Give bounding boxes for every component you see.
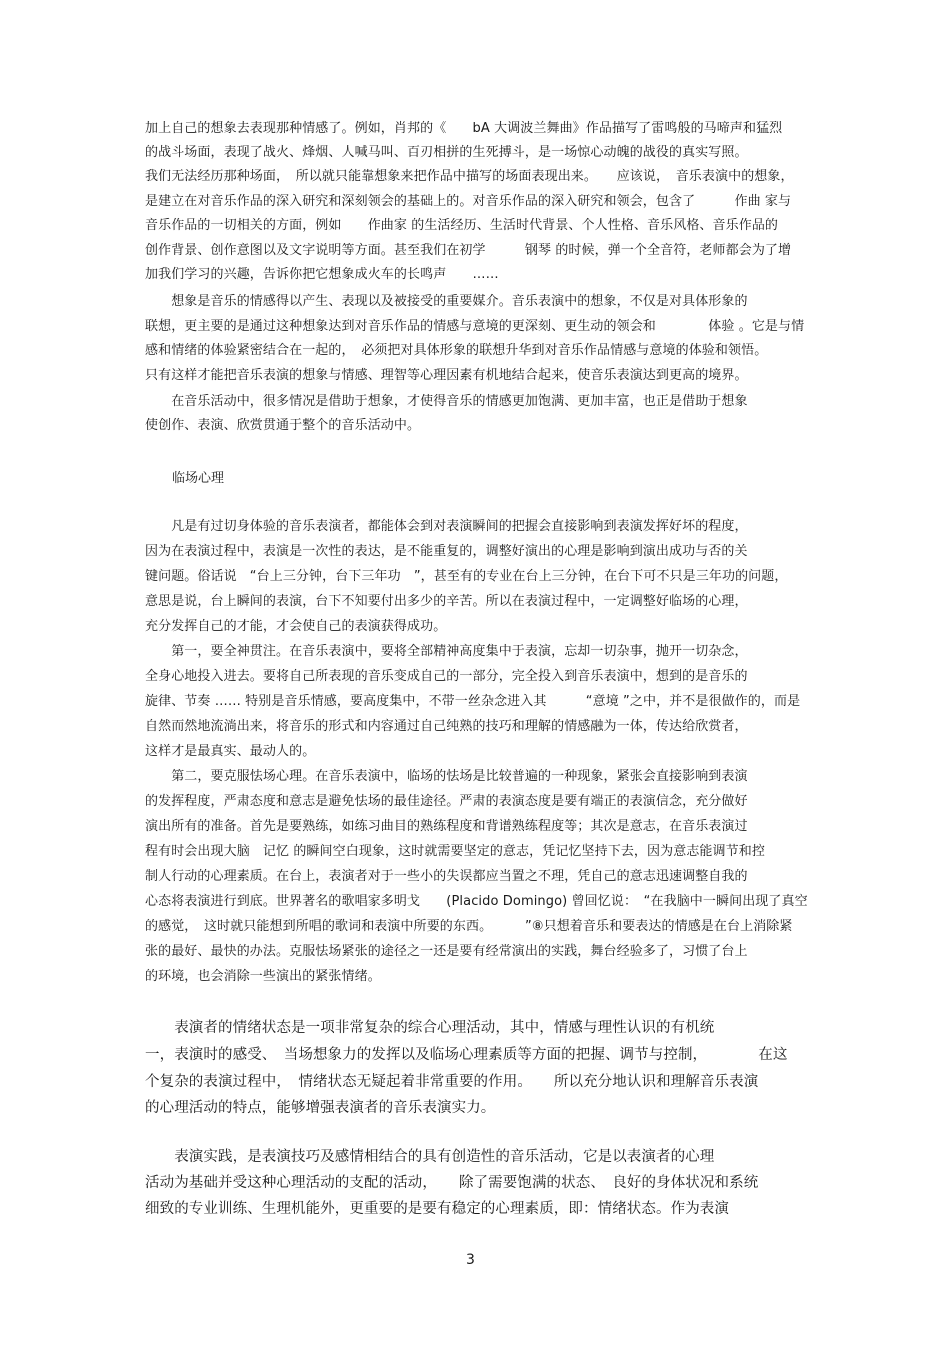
paragraph-line: 音乐作品的一切相关的方面，例如 作曲家 的生活经历、生活时代背景、个人性格、音乐风格、音乐作品的 <box>145 218 779 233</box>
paragraph-line: 键问题。俗话说 “台上三分钟，台下三年功 ”，甚至有的专业在台上三分钟，在台下可不只是三年功的问题， <box>145 569 788 584</box>
paragraph-line: 第一，要全神贯注。在音乐表演中，要将全部精神高度集中于表演，忘却一切杂事，抛开一切杂念， <box>145 644 748 659</box>
paragraph-line: 感和情绪的体验紧密结合在一起的， 必须把对具体形象的联想升华到对音乐作品情感与意境的体验和领悟。 <box>145 343 768 358</box>
paragraph-line: 只有这样才能把音乐表演的想象与情感、理智等心理因素有机地结合起来，使音乐表演达到更高的境界。 <box>145 368 748 383</box>
paragraph-line: 自然而然地流淌出来，将音乐的形式和内容通过自己纯熟的技巧和理解的情感融为一体，传达给欣赏者， <box>145 719 748 734</box>
paragraph-line: 在音乐活动中，很多情况是借助于想象，才使得音乐的情感更加饱满、更加丰富，也正是借助于想象 <box>145 394 748 409</box>
paragraph-line: 活动为基础并受这种心理活动的支配的活动， 除了需要饱满的状态、 良好的身体状况和系统 <box>145 1175 759 1191</box>
paragraph-line: 旋律、节奏 …… 特别是音乐情感，要高度集中，不带一丝杂念进入其 “意境 ”之中，并不是很做作的，而是 <box>145 694 801 709</box>
paragraph-line: 制人行动的心理素质。在台上，表演者对于一些小的失误都应当置之不理，凭自己的意志迅速调整自我的 <box>145 869 748 884</box>
paragraph-line: 一，表演时的感受、 当场想象力的发挥以及临场心理素质等方面的把握、调节与控制， 在这 <box>145 1047 788 1063</box>
paragraph-line: 我们无法经历那种场面， 所以就只能靠想象来把作品中描写的场面表现出来。 应该说， 音乐表演中的想象， <box>145 169 794 184</box>
paragraph-line: 加上自己的想象去表现那种情感了。例如，肖邦的《 bA 大调波兰舞曲》作品描写了雷鸣般的马啼声和猛烈 <box>145 121 783 136</box>
paragraph-line: 的战斗场面，表现了战火、烽烟、人喊马叫、百刃相拼的生死搏斗，是一场惊心动魄的战役的真实写照。 <box>145 145 748 160</box>
paragraph-line: 加我们学习的兴趣，告诉你把它想象成火车的长鸣声 …… <box>145 267 499 282</box>
paragraph-line: 这样才是最真实、最动人的。 <box>145 744 316 759</box>
paragraph-line: 个复杂的表演过程中， 情绪状态无疑起着非常重要的作用。 所以充分地认识和理解音乐表演 <box>145 1074 759 1090</box>
paragraph-line: 使创作、表演、欣赏贯通于整个的音乐活动中。 <box>145 418 421 433</box>
paragraph-line: 的发挥程度，严肃态度和意志是避免怯场的最佳途径。严肃的表演态度是要有端正的表演信念，充分做好 <box>145 794 748 809</box>
page-number: 3 <box>466 1252 475 1268</box>
paragraph-line: 是建立在对音乐作品的深入研究和深刻领会的基础上的。对音乐作品的深入研究和领会，包含了 作曲 家与 <box>145 194 792 209</box>
paragraph-line: 凡是有过切身体验的音乐表演者，都能体会到对表演瞬间的把握会直接影响到表演发挥好坏的程度， <box>145 519 748 534</box>
paragraph-line: 因为在表演过程中，表演是一次性的表达，是不能重复的，调整好演出的心理是影响到演出成功与否的关 <box>145 544 748 559</box>
paragraph-line: 的感觉， 这时就只能想到所唱的歌词和表演中所要的东西。 ”⑧只想着音乐和要表达的情感是在台上消除紧 <box>145 919 793 934</box>
paragraph-line: 的心理活动的特点，能够增强表演者的音乐表演实力。 <box>145 1100 496 1116</box>
paragraph-line: 充分发挥自己的才能，才会使自己的表演获得成功。 <box>145 619 447 634</box>
paragraph-line: 细致的专业训练、生理机能外，更重要的是要有稳定的心理素质，即：情绪状态。作为表演 <box>145 1201 729 1217</box>
paragraph-line: 心态将表演进行到底。世界著名的歌唱家多明戈 (Placido Domingo) 曾回忆说： “在我脑中一瞬间出现了真空 <box>145 894 808 909</box>
paragraph-line: 表演者的情绪状态是一项非常复杂的综合心理活动，其中，情感与理性认识的有机统 <box>145 1020 715 1036</box>
paragraph-line: 联想，更主要的是通过这种想象达到对音乐作品的情感与意境的更深刻、更生动的领会和 体验 。它是与情 <box>145 319 805 334</box>
paragraph-line: 创作背景、创作意图以及文字说明等方面。甚至我们在初学 钢琴 的时候，弹一个全音符，老师都会为了增 <box>145 243 792 258</box>
paragraph-line: 第二，要克服怯场心理。在音乐表演中，临场的怯场是比较普遍的一种现象，紧张会直接影响到表演 <box>145 769 748 784</box>
paragraph-line: 意思是说，台上瞬间的表演，台下不知要付出多少的辛苦。所以在表演过程中，一定调整好临场的心理， <box>145 594 748 609</box>
paragraph-line: 表演实践，是表演技巧及感情相结合的具有创造性的音乐活动，它是以表演者的心理 <box>145 1149 715 1165</box>
paragraph-line: 演出所有的准备。首先是要熟练，如练习曲目的熟练程度和背谱熟练程度等；其次是意志，在音乐表演过 <box>145 819 748 834</box>
paragraph-line: 想象是音乐的情感得以产生、表现以及被接受的重要媒介。音乐表演中的想象，不仅是对具体形象的 <box>145 294 748 309</box>
paragraph-line: 程有时会出现大脑 记忆 的瞬间空白现象，这时就需要坚定的意志，凭记忆坚持下去，因为意志能调节和控 <box>145 844 765 859</box>
paragraph-line: 张的最好、最快的办法。克服怯场紧张的途径之一还是要有经常演出的实践，舞台经验多了，习惯了台上 <box>145 944 748 959</box>
paragraph-line: 全身心地投入进去。要将自己所表现的音乐变成自己的一部分，完全投入到音乐表演中，想到的是音乐的 <box>145 669 748 684</box>
paragraph-line: 的环境，也会消除一些演出的紧张情绪。 <box>145 969 381 984</box>
section-heading: 临场心理 <box>172 471 225 486</box>
